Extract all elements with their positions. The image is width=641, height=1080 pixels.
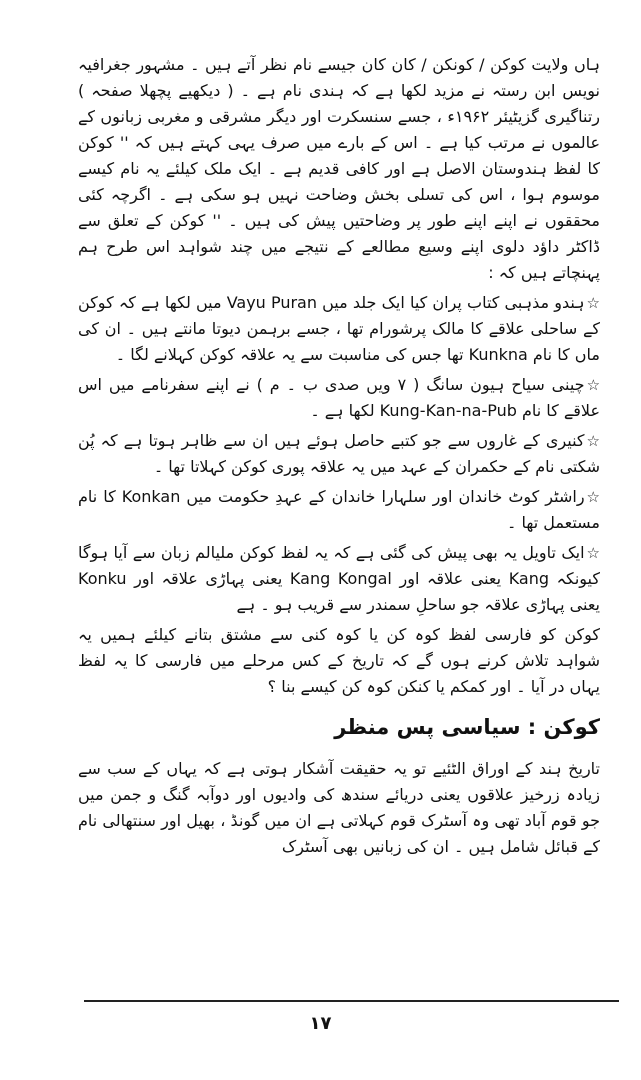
bullet-malayalam [78,540,600,618]
bullet-vayu-puran [78,290,600,368]
star-icon: ☆ [586,294,600,312]
star-icon: ☆ [586,488,600,506]
section-heading: کوکن : سیاسی پس منظر [334,715,600,739]
bullet-kanheri [78,428,600,480]
star-icon: ☆ [586,432,600,450]
closing-paragraph: تاریخ ہند کے اوراق الٹئیے تو یہ حقیقت آشکار ہوتی ہے کہ یہاں کے سب سے زیادہ زرخیز علاقوں یعنی دریائے سندھ کی وادیوں اور دوآبہ گنگ و جمن میں جو قوم آباد تھی وہ آسٹرک قوم کہلاتی ہے ان میں گونڈ ، بھیل اور سنتھالی نام کے قبائل شامل ہیں ۔ ان کی زبانیں بھی آسٹرک [78,759,600,856]
star-icon: ☆ [586,544,600,562]
document-page [78,52,600,1052]
footer-divider [84,1000,619,1002]
bullet-text: راشٹر کوٹ خاندان اور سلہارا خاندان کے عہدِ حکومت میں Konkan کا نام مستعمل تھا ۔ [78,487,600,532]
bullet-hiuen-tsang [78,372,600,424]
bullet-text: ہندو مذہبی کتاب پران کیا ایک جلد میں Vayu Puran میں لکھا ہے کہ کوکن کے ساحلی علاقے کا مالک پرشورام تھا ، جسے برہمن دیوتا مانتے ہیں ۔ ان کی ماں کا نام Kunkna تھا جس کی مناسبت سے یہ علاقہ کوکن کہلانے لگا ۔ [78,293,600,364]
bullet-text: کنیری کے غاروں سے جو کتبے حاصل ہوئے ہیں ان سے ظاہر ہوتا ہے کہ پُن شکتی نام کے حکمران کے عہد میں یہ علاقہ پوری کوکن کہلاتا تھا ۔ [78,431,600,476]
bullet-text: چینی سیاح ہیون سانگ ( ۷ ویں صدی ب ۔ م ) نے اپنے سفرنامے میں اس علاقے کا نام Kung-Kan-na-Pub لکھا ہے ۔ [78,375,600,420]
bullet-rashtrakuta [78,484,600,536]
bullet-text: ایک تاویل یہ بھی پیش کی گئی ہے کہ یہ لفظ کوکن ملیالم زبان سے آیا ہوگا کیونکہ Kang یعنی علاقہ اور Kang Kongal یعنی پہاڑی علاقہ اور Konku یعنی پہاڑی علاقہ جو ساحلِ سمندر سے قریب ہو ۔ ہے [78,543,601,614]
intro-paragraph: ہاں ولایت کوکن / کونکن / کان کان جیسے نام نظر آتے ہیں ۔ مشہور جغرافیہ نویس ابن رستہ نے مزید لکھا ہے کہ ہندی نام ہے ۔ ( دیکھیے پچھلا صفحہ ) رتناگیری گزیٹیئر ۱۹۶۲ء ، جسے سنسکرت اور دیگر مشرقی و مغربی زبانوں کے عالموں نے مرتب کیا ہے ۔ اس کے بارے میں صرف یہی کہتے ہیں کہ '' کوکن کا لفظ ہندوستان الاصل ہے اور کافی قدیم ہے ۔ ایک ملک کیلئے یہ نام کیسے موسوم ہوا ، اس کی تسلی بخش وضاحت نہیں ہو سکی ہے ۔ اگرچہ کئی محققوں نے اپنے اپنے طور پر وضاحتیں پیش کی ہیں ۔ '' کوکن کے تعلق سے ڈاکٹر داؤد دلوی اپنے وسیع مطالعے کے نتیجے میں چند شواہد اس طرح ہم پہنچاتے ہیں کہ : [78,55,601,282]
persian-derivation-paragraph: کوکن کو فارسی لفظ کوہ کن یا کوہ کنی سے مشتق بتانے کیلئے ہمیں یہ شواہد تلاش کرنے ہوں گے کہ تاریخ کے کس مرحلے میں فارسی کا یہ لفظ یہاں در آیا ۔ اور کمکم یا کنکن کوہ کن کیسے بنا ؟ [78,625,600,696]
star-icon: ☆ [586,376,601,394]
page-number: ۱۷ [309,1013,332,1034]
